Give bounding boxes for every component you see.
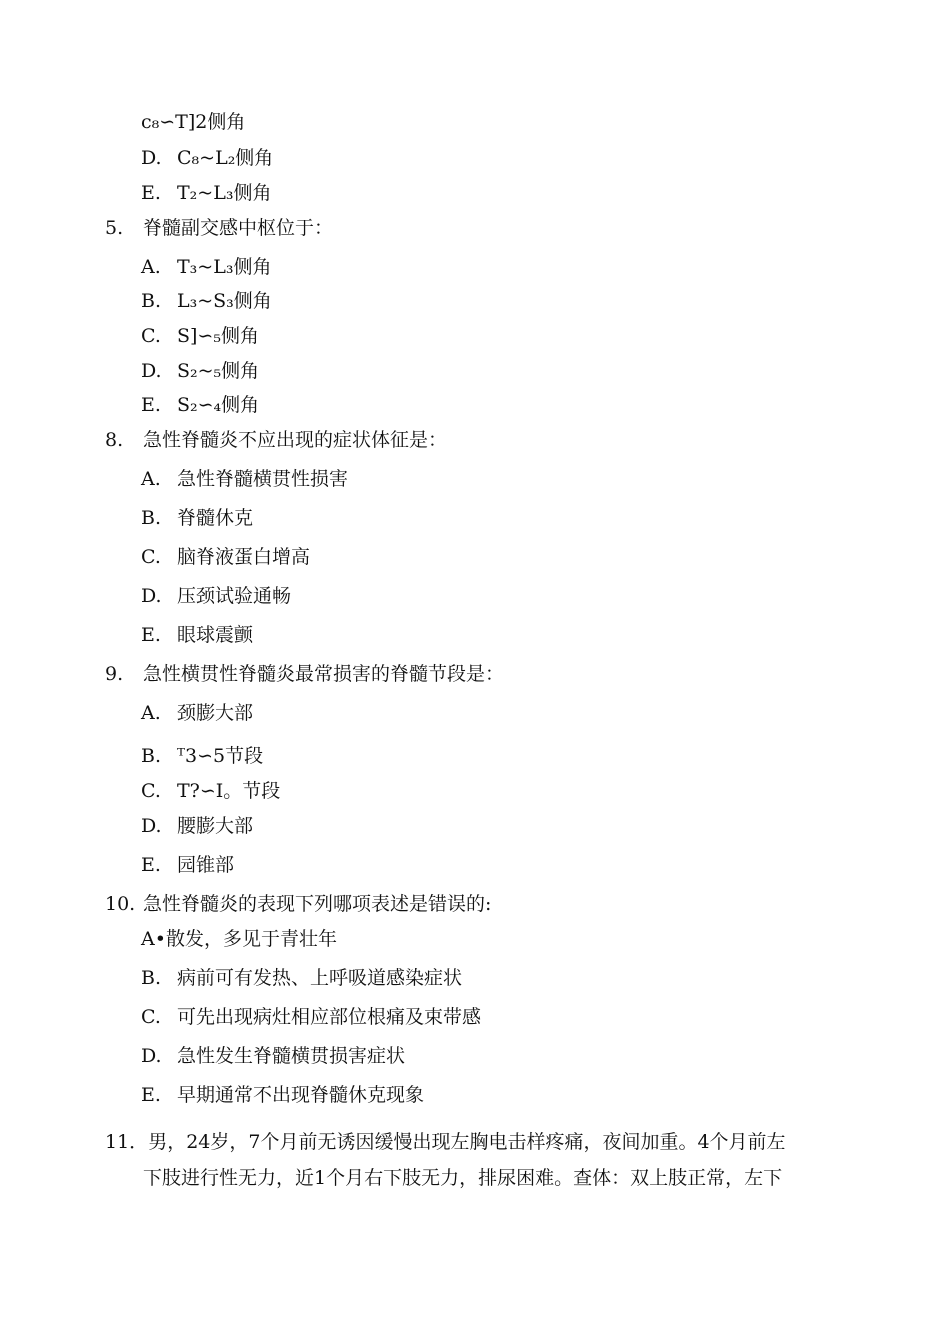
question-number: 5. bbox=[105, 217, 124, 239]
option-label: A. bbox=[141, 702, 161, 724]
option-b bbox=[141, 966, 462, 990]
option-text: 眼球震颤 bbox=[177, 624, 254, 646]
question-10 bbox=[105, 892, 491, 916]
question-number: 9. bbox=[105, 663, 124, 685]
option-label: D. bbox=[141, 147, 162, 169]
option-label: B. bbox=[141, 967, 162, 989]
question-number: 10. bbox=[105, 893, 136, 915]
option-a bbox=[141, 927, 337, 951]
question-text: 急性横贯性脊髓炎最常损害的脊髓节段是： bbox=[143, 663, 505, 685]
option-text: 颈膨大部 bbox=[177, 702, 254, 724]
option-d bbox=[141, 814, 253, 838]
option-text: S₂∽₄侧角 bbox=[177, 394, 260, 416]
option-e bbox=[141, 853, 234, 877]
option-label: D. bbox=[141, 1045, 162, 1067]
option-e bbox=[141, 181, 271, 205]
option-c bbox=[141, 779, 280, 803]
option-a bbox=[141, 467, 348, 491]
option-label: A. bbox=[141, 468, 161, 490]
question-text: 急性脊髓炎不应出现的症状体征是： bbox=[143, 429, 448, 451]
option-label: E. bbox=[141, 182, 161, 204]
option-c bbox=[141, 324, 259, 348]
option-d bbox=[141, 359, 259, 383]
option-label: C. bbox=[141, 325, 161, 347]
option-b bbox=[141, 744, 263, 768]
option-text: L₃~S₃侧角 bbox=[177, 290, 272, 312]
option-label: E. bbox=[141, 1084, 161, 1106]
question-text-line-1: 男，24岁，7个月前无诱因缓慢出现左胸电击样疼痛，夜间加重。4个月前左 bbox=[148, 1131, 786, 1153]
option-text: 病前可有发热、上呼吸道感染症状 bbox=[177, 967, 463, 989]
option-text: T?∽I。节段 bbox=[177, 780, 281, 802]
option-label: D. bbox=[141, 815, 162, 837]
option-label: A• bbox=[141, 928, 166, 950]
option-b bbox=[141, 506, 253, 530]
option-c bbox=[141, 545, 310, 569]
option-b bbox=[141, 289, 272, 313]
question-number: 11． bbox=[105, 1131, 149, 1153]
question-5 bbox=[105, 216, 333, 240]
option-label: C. bbox=[141, 1006, 161, 1028]
option-label: B. bbox=[141, 745, 162, 767]
option-c bbox=[141, 1005, 481, 1029]
option-text: ᵀ3∽5节段 bbox=[177, 745, 264, 767]
option-text: 急性脊髓横贯性损害 bbox=[177, 468, 349, 490]
option-label: C. bbox=[141, 780, 161, 802]
question-number: 8. bbox=[105, 429, 124, 451]
question-text: 急性脊髓炎的表现下列哪项表述是错误的: bbox=[143, 893, 492, 915]
option-text: c₈∽T]2侧角 bbox=[141, 111, 246, 133]
option-label: D. bbox=[141, 585, 162, 607]
option-label: E. bbox=[141, 394, 161, 416]
option-d bbox=[141, 584, 291, 608]
option-label: C. bbox=[141, 546, 161, 568]
option-text: 脊髓休克 bbox=[177, 507, 254, 529]
option-text: 脑脊液蛋白增高 bbox=[177, 546, 311, 568]
question-text-line-2: 下肢进行性无力，近1个月右下肢无力，排尿困难。查体：双上肢正常，左下 bbox=[143, 1167, 783, 1189]
question-8 bbox=[105, 428, 447, 452]
option-text: S₂~₅侧角 bbox=[177, 360, 260, 382]
option-e bbox=[141, 623, 253, 647]
option-label: D. bbox=[141, 360, 162, 382]
option-label: B. bbox=[141, 290, 162, 312]
option-text: T₃~L₃侧角 bbox=[177, 256, 272, 278]
option-a bbox=[141, 701, 253, 725]
option-a bbox=[141, 255, 271, 279]
question-text: 脊髓副交感中枢位于： bbox=[143, 217, 334, 239]
question-11 bbox=[105, 1124, 835, 1196]
option-text: T₂~L₃侧角 bbox=[177, 182, 272, 204]
option-d bbox=[141, 146, 273, 170]
option-label: E. bbox=[141, 854, 161, 876]
option-e bbox=[141, 1083, 424, 1107]
option-text: 急性发生脊髓横贯损害症状 bbox=[177, 1045, 406, 1067]
option-label: B. bbox=[141, 507, 162, 529]
option-text: 早期通常不出现脊髓休克现象 bbox=[177, 1084, 425, 1106]
option-text: 腰膨大部 bbox=[177, 815, 254, 837]
option-text: 园锥部 bbox=[177, 854, 235, 876]
question-9 bbox=[105, 662, 504, 686]
option-text: 散发，多见于青壮年 bbox=[165, 928, 337, 950]
option-d bbox=[141, 1044, 405, 1068]
option-e bbox=[141, 393, 259, 417]
option-text: C₈~L₂侧角 bbox=[177, 147, 274, 169]
option-text: S]∽₅侧角 bbox=[177, 325, 259, 347]
option-label: E. bbox=[141, 624, 161, 646]
option-label: A. bbox=[141, 256, 161, 278]
option-text: 压颈试验通畅 bbox=[177, 585, 292, 607]
option-c bbox=[141, 110, 245, 134]
option-text: 可先出现病灶相应部位根痛及束带感 bbox=[177, 1006, 482, 1028]
